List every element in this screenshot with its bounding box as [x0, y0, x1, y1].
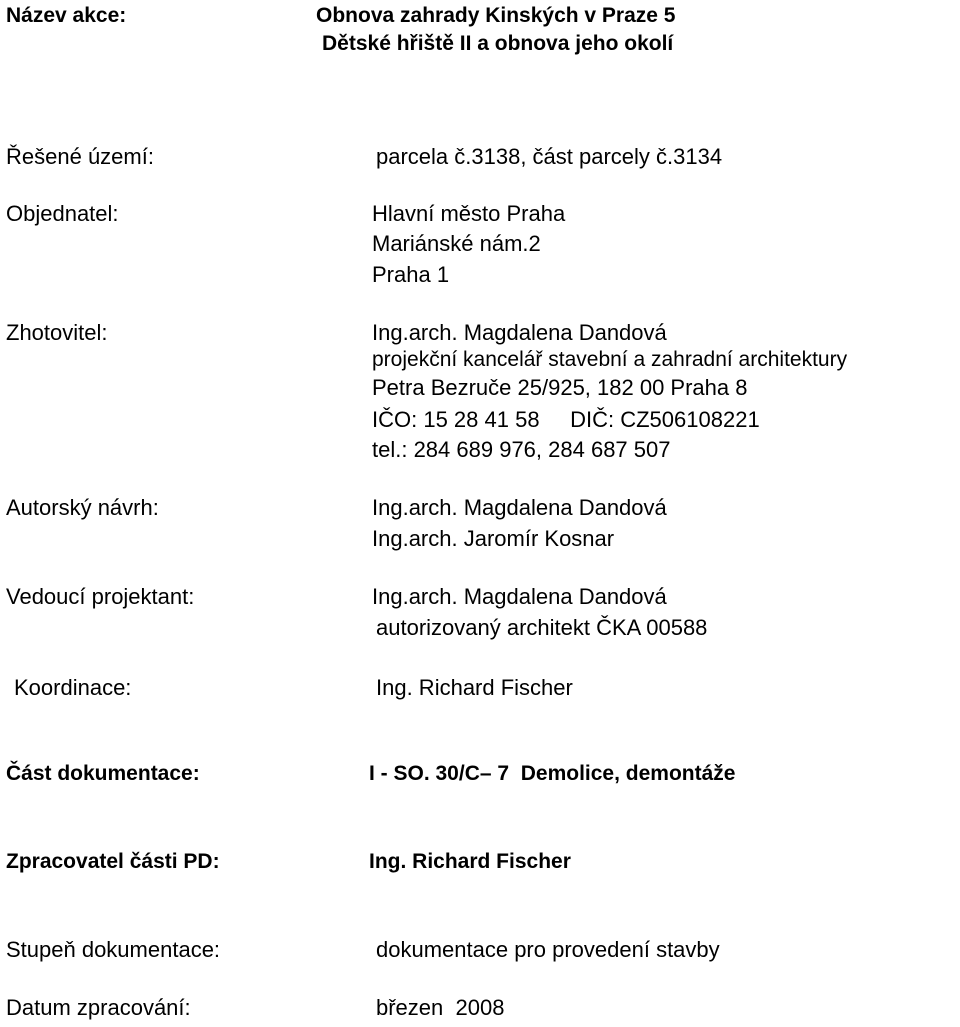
client-label: Objednatel:	[6, 201, 119, 226]
contractor-line: projekční kancelář stavební a zahradní architektury	[372, 348, 848, 371]
contractor-label: Zhotovitel:	[6, 320, 108, 345]
territory-label: Řešené území:	[6, 144, 154, 169]
doc-stage-value: dokumentace pro provedení stavby	[376, 937, 720, 962]
doc-part-label: Část dokumentace:	[6, 762, 200, 785]
author-line: Ing.arch. Magdalena Dandová	[372, 495, 667, 520]
territory-value: parcela č.3138, část parcely č.3134	[376, 144, 723, 169]
doc-part-value: I - SO. 30/C– 7 Demolice, demontáže	[369, 762, 736, 785]
client-line: Praha 1	[372, 262, 450, 287]
project-label: Název akce:	[6, 4, 127, 27]
contractor-line: IČO: 15 28 41 58 DIČ: CZ506108221	[372, 407, 760, 432]
project-title-line2: Dětské hřiště II a obnova jeho okolí	[322, 32, 674, 55]
doc-stage-label: Stupeň dokumentace:	[6, 937, 221, 962]
part-author-value: Ing. Richard Fischer	[369, 850, 571, 873]
author-line: Ing.arch. Jaromír Kosnar	[372, 526, 615, 551]
coordination-value: Ing. Richard Fischer	[376, 675, 573, 700]
contractor-line: tel.: 284 689 976, 284 687 507	[372, 437, 671, 462]
contractor-line: Petra Bezruče 25/925, 182 00 Praha 8	[372, 375, 748, 400]
author-label: Autorský návrh:	[6, 495, 159, 520]
part-author-label: Zpracovatel části PD:	[6, 850, 220, 873]
lead-designer-line: Ing.arch. Magdalena Dandová	[372, 584, 667, 609]
contractor-line: Ing.arch. Magdalena Dandová	[372, 320, 667, 345]
client-line: Hlavní město Praha	[372, 201, 566, 226]
lead-designer-line: autorizovaný architekt ČKA 00588	[376, 615, 708, 640]
date-label: Datum zpracování:	[6, 995, 191, 1020]
coordination-label: Koordinace:	[14, 675, 132, 700]
project-title-line1: Obnova zahrady Kinských v Praze 5	[316, 4, 676, 27]
client-line: Mariánské nám.2	[372, 231, 541, 256]
date-value: březen 2008	[376, 995, 505, 1020]
lead-designer-label: Vedoucí projektant:	[6, 584, 195, 609]
